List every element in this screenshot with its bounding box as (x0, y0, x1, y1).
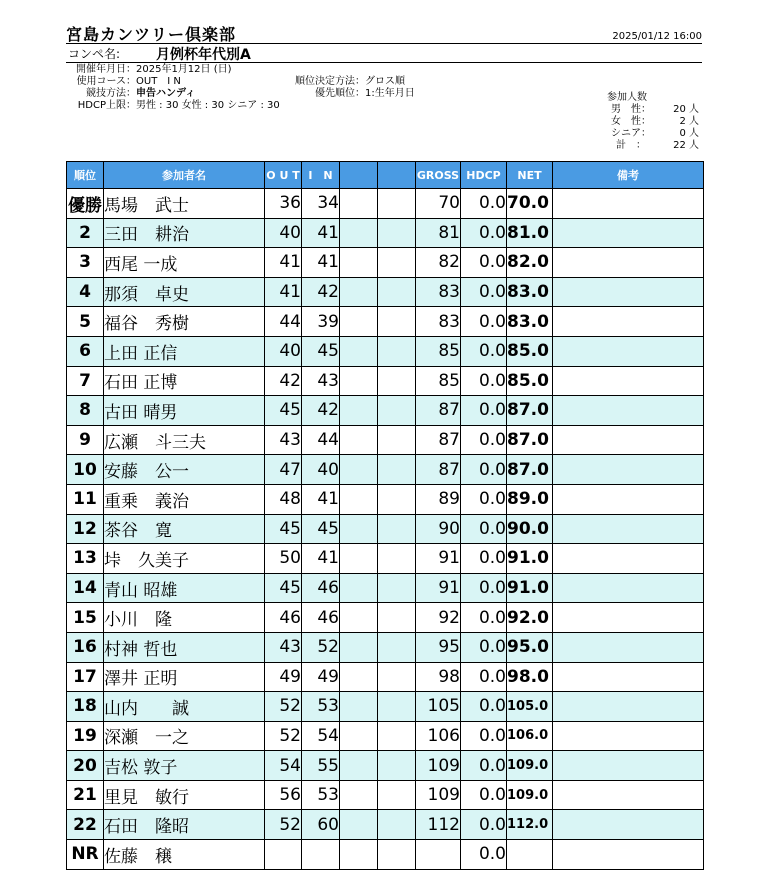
in-cell: 40 (302, 455, 340, 485)
table-row (67, 751, 704, 781)
table-row (67, 307, 704, 337)
out-cell: 41 (265, 248, 302, 278)
competition-info-right (285, 76, 415, 100)
name-cell: 那須 卓史 (104, 277, 265, 307)
net-cell: 81.0 (507, 218, 553, 248)
in-cell: 42 (302, 396, 340, 426)
table-row (67, 721, 704, 751)
table-row (67, 425, 704, 455)
priority-label: 優先順位： (315, 88, 365, 99)
gross-cell: 91 (416, 573, 461, 603)
hdcp-cell: 0.0 (461, 366, 507, 396)
in-cell: 39 (302, 307, 340, 337)
gross-cell: 83 (416, 277, 461, 307)
out-cell: 43 (265, 425, 302, 455)
hdcp-cell: 0.0 (461, 189, 507, 219)
competition-label: コンペ名: (68, 47, 121, 61)
blank-cell (378, 780, 416, 810)
gross-cell: 87 (416, 396, 461, 426)
hdcp-cell: 0.0 (461, 455, 507, 485)
net-cell: 105.0 (507, 692, 553, 722)
rank-method-value: グロス順 (365, 76, 405, 87)
blank-cell (378, 514, 416, 544)
hdcp-cell: 0.0 (461, 840, 507, 870)
gross-cell: 92 (416, 603, 461, 633)
net-cell: 82.0 (507, 248, 553, 278)
gross-cell: 90 (416, 514, 461, 544)
out-cell (265, 840, 302, 870)
net-cell: 83.0 (507, 307, 553, 337)
name-cell: 深瀬 一之 (104, 721, 265, 751)
name-cell: 山内 誠 (104, 692, 265, 722)
note-cell (553, 425, 704, 455)
net-cell: 91.0 (507, 544, 553, 574)
hdcp-cell: 0.0 (461, 780, 507, 810)
method-label: 競技方法： (86, 88, 136, 99)
hdcp-cell: 0.0 (461, 721, 507, 751)
gross-cell: 109 (416, 780, 461, 810)
rank-cell: 4 (67, 277, 104, 307)
rank-cell: 3 (67, 248, 104, 278)
rank-cell: 11 (67, 484, 104, 514)
net-cell: 89.0 (507, 484, 553, 514)
in-cell: 34 (302, 189, 340, 219)
hdcp-limit-label: HDCP上限： (77, 100, 136, 111)
in-cell: 54 (302, 721, 340, 751)
out-cell: 40 (265, 218, 302, 248)
out-cell: 45 (265, 514, 302, 544)
header-in: I N (302, 162, 340, 189)
hdcp-cell: 0.0 (461, 692, 507, 722)
note-cell (553, 751, 704, 781)
gross-cell: 109 (416, 751, 461, 781)
blank-cell (340, 721, 378, 751)
note-cell (553, 366, 704, 396)
note-cell (553, 692, 704, 722)
out-cell: 50 (265, 544, 302, 574)
header-out: O U T (265, 162, 302, 189)
hdcp-cell: 0.0 (461, 484, 507, 514)
blank-cell (378, 366, 416, 396)
rank-cell: 17 (67, 662, 104, 692)
table-row (67, 692, 704, 722)
hdcp-cell: 0.0 (461, 336, 507, 366)
rank-cell: 5 (67, 307, 104, 337)
table-row (67, 780, 704, 810)
hdcp-cell: 0.0 (461, 662, 507, 692)
rank-cell: 13 (67, 544, 104, 574)
header-gross: GROSS (416, 162, 461, 189)
rank-cell: 15 (67, 603, 104, 633)
table-row (67, 455, 704, 485)
note-cell (553, 840, 704, 870)
blank-cell (378, 189, 416, 219)
table-row (67, 336, 704, 366)
course-label: 使用コース： (76, 76, 136, 87)
note-cell (553, 277, 704, 307)
net-cell: 85.0 (507, 336, 553, 366)
net-cell: 112.0 (507, 810, 553, 840)
out-cell: 49 (265, 662, 302, 692)
hdcp-cell: 0.0 (461, 751, 507, 781)
blank-cell (378, 840, 416, 870)
competition-name: 月例杯年代別A (156, 47, 251, 63)
header-note: 備考 (553, 162, 704, 189)
blank-cell (340, 336, 378, 366)
name-cell: 村神 哲也 (104, 632, 265, 662)
blank-cell (340, 662, 378, 692)
rank-cell: 9 (67, 425, 104, 455)
count-row-male (607, 104, 699, 116)
note-cell (553, 632, 704, 662)
hdcp-cell: 0.0 (461, 810, 507, 840)
blank-cell (340, 751, 378, 781)
in-cell: 60 (302, 810, 340, 840)
count-value: 22 人 (673, 140, 699, 151)
net-cell: 109.0 (507, 780, 553, 810)
hdcp-cell: 0.0 (461, 632, 507, 662)
in-cell: 41 (302, 218, 340, 248)
name-cell: 西尾 一成 (104, 248, 265, 278)
table-row (67, 662, 704, 692)
count-value: 20 人 (673, 104, 699, 115)
net-cell: 90.0 (507, 514, 553, 544)
header-name: 参加者名 (104, 162, 265, 189)
blank-cell (378, 692, 416, 722)
blank-cell (340, 307, 378, 337)
blank-cell (378, 425, 416, 455)
header-net: NET (507, 162, 553, 189)
blank-cell (340, 840, 378, 870)
header-rank: 順位 (67, 162, 104, 189)
in-cell: 41 (302, 484, 340, 514)
blank-cell (340, 218, 378, 248)
counts-title: 参加人数 (607, 92, 647, 103)
blank-cell (340, 810, 378, 840)
gross-cell: 82 (416, 248, 461, 278)
out-cell: 45 (265, 396, 302, 426)
out-cell: 54 (265, 751, 302, 781)
gross-cell: 89 (416, 484, 461, 514)
hdcp-cell: 0.0 (461, 248, 507, 278)
name-cell: 垰 久美子 (104, 544, 265, 574)
table-row (67, 366, 704, 396)
name-cell: 石田 隆昭 (104, 810, 265, 840)
note-cell (553, 336, 704, 366)
name-cell: 小川 隆 (104, 603, 265, 633)
out-cell: 40 (265, 336, 302, 366)
in-cell: 46 (302, 603, 340, 633)
hdcp-cell: 0.0 (461, 277, 507, 307)
net-cell: 83.0 (507, 277, 553, 307)
in-cell: 41 (302, 248, 340, 278)
blank-cell (340, 189, 378, 219)
blank-cell (378, 662, 416, 692)
net-cell: 106.0 (507, 721, 553, 751)
net-cell: 98.0 (507, 662, 553, 692)
name-cell: 安藤 公一 (104, 455, 265, 485)
blank-cell (340, 544, 378, 574)
header-hdcp: HDCP (461, 162, 507, 189)
blank-cell (340, 277, 378, 307)
note-cell (553, 780, 704, 810)
count-row-female (607, 116, 699, 128)
blank-cell (378, 455, 416, 485)
blank-cell (340, 248, 378, 278)
gross-cell: 105 (416, 692, 461, 722)
blank-cell (340, 366, 378, 396)
out-cell: 52 (265, 692, 302, 722)
print-datetime: 2025/01/12 16:00 (612, 31, 702, 42)
priority-value: 1:生年月日 (365, 88, 415, 99)
in-cell: 46 (302, 573, 340, 603)
gross-cell: 95 (416, 632, 461, 662)
hdcp-cell: 0.0 (461, 396, 507, 426)
name-cell: 佐藤 穣 (104, 840, 265, 870)
net-cell: 92.0 (507, 603, 553, 633)
blank-cell (378, 336, 416, 366)
hdcp-cell: 0.0 (461, 544, 507, 574)
table-row (67, 632, 704, 662)
table-row (67, 189, 704, 219)
in-cell (302, 840, 340, 870)
blank-cell (378, 751, 416, 781)
net-cell (507, 840, 553, 870)
gross-cell: 83 (416, 307, 461, 337)
results-table (66, 161, 704, 870)
blank-cell (340, 484, 378, 514)
table-row (67, 277, 704, 307)
count-row-total (607, 140, 699, 152)
name-cell: 上田 正信 (104, 336, 265, 366)
gross-cell: 87 (416, 455, 461, 485)
hdcp-cell: 0.0 (461, 218, 507, 248)
table-row (67, 396, 704, 426)
note-cell (553, 603, 704, 633)
name-cell: 福谷 秀樹 (104, 307, 265, 337)
header-blank-2 (378, 162, 416, 189)
count-value: 0 人 (679, 128, 699, 139)
out-cell: 47 (265, 455, 302, 485)
out-cell: 43 (265, 632, 302, 662)
table-row (67, 544, 704, 574)
blank-cell (378, 484, 416, 514)
table-row (67, 218, 704, 248)
gross-cell: 87 (416, 425, 461, 455)
competition-row (66, 43, 702, 63)
blank-cell (378, 248, 416, 278)
out-cell: 52 (265, 810, 302, 840)
note-cell (553, 307, 704, 337)
gross-cell: 98 (416, 662, 461, 692)
hdcp-cell: 0.0 (461, 603, 507, 633)
gross-cell: 106 (416, 721, 461, 751)
in-cell: 53 (302, 692, 340, 722)
table-row (67, 484, 704, 514)
method-value: 申告ハンディ (136, 88, 196, 99)
name-cell: 広瀬 斗三夫 (104, 425, 265, 455)
in-cell: 45 (302, 336, 340, 366)
net-cell: 87.0 (507, 455, 553, 485)
gross-cell (416, 840, 461, 870)
note-cell (553, 573, 704, 603)
blank-cell (378, 573, 416, 603)
net-cell: 109.0 (507, 751, 553, 781)
net-cell: 91.0 (507, 573, 553, 603)
gross-cell: 81 (416, 218, 461, 248)
hdcp-limit-value: 男性 : 30 女性 : 30 シニア : 30 (136, 100, 280, 111)
in-cell: 53 (302, 780, 340, 810)
blank-cell (340, 632, 378, 662)
blank-cell (340, 573, 378, 603)
blank-cell (378, 396, 416, 426)
name-cell: 三田 耕治 (104, 218, 265, 248)
rank-cell: 21 (67, 780, 104, 810)
rank-cell: 12 (67, 514, 104, 544)
gross-cell: 112 (416, 810, 461, 840)
hdcp-cell: 0.0 (461, 307, 507, 337)
gross-cell: 91 (416, 544, 461, 574)
table-row (67, 248, 704, 278)
rank-cell: 22 (67, 810, 104, 840)
course-value: OUT I N (136, 76, 181, 87)
net-cell: 87.0 (507, 425, 553, 455)
competition-info-left (70, 64, 280, 112)
table-row (67, 514, 704, 544)
rank-cell: NR (67, 840, 104, 870)
name-cell: 古田 晴男 (104, 396, 265, 426)
note-cell (553, 662, 704, 692)
rank-cell: 8 (67, 396, 104, 426)
rank-cell: 16 (67, 632, 104, 662)
count-label: 男 性： (611, 104, 651, 115)
rank-cell: 14 (67, 573, 104, 603)
rank-cell: 10 (67, 455, 104, 485)
blank-cell (378, 544, 416, 574)
in-cell: 44 (302, 425, 340, 455)
count-label: 女 性： (611, 116, 651, 127)
name-cell: 石田 正博 (104, 366, 265, 396)
rank-cell: 19 (67, 721, 104, 751)
note-cell (553, 484, 704, 514)
rank-cell: 2 (67, 218, 104, 248)
net-cell: 85.0 (507, 366, 553, 396)
header-blank-1 (340, 162, 378, 189)
gross-cell: 85 (416, 336, 461, 366)
count-row-senior (607, 128, 699, 140)
blank-cell (378, 307, 416, 337)
in-cell: 55 (302, 751, 340, 781)
net-cell: 87.0 (507, 396, 553, 426)
rank-cell: 18 (67, 692, 104, 722)
out-cell: 48 (265, 484, 302, 514)
rank-cell: 7 (67, 366, 104, 396)
name-cell: 重乗 義治 (104, 484, 265, 514)
date-label: 開催年月日： (76, 64, 136, 75)
hdcp-cell: 0.0 (461, 425, 507, 455)
hdcp-cell: 0.0 (461, 573, 507, 603)
table-row (67, 573, 704, 603)
rank-cell: 優勝 (67, 189, 104, 219)
in-cell: 43 (302, 366, 340, 396)
note-cell (553, 218, 704, 248)
date-value: 2025年1月12日 (日) (136, 64, 232, 75)
participant-counts (607, 92, 699, 152)
blank-cell (378, 721, 416, 751)
in-cell: 42 (302, 277, 340, 307)
blank-cell (340, 425, 378, 455)
out-cell: 36 (265, 189, 302, 219)
net-cell: 70.0 (507, 189, 553, 219)
table-header-row (67, 162, 704, 189)
name-cell: 里見 敏行 (104, 780, 265, 810)
name-cell: 青山 昭雄 (104, 573, 265, 603)
gross-cell: 85 (416, 366, 461, 396)
net-cell: 95.0 (507, 632, 553, 662)
note-cell (553, 514, 704, 544)
table-row (67, 840, 704, 870)
out-cell: 45 (265, 573, 302, 603)
blank-cell (340, 603, 378, 633)
out-cell: 42 (265, 366, 302, 396)
blank-cell (340, 692, 378, 722)
blank-cell (340, 396, 378, 426)
note-cell (553, 544, 704, 574)
in-cell: 52 (302, 632, 340, 662)
blank-cell (340, 514, 378, 544)
blank-cell (378, 218, 416, 248)
out-cell: 46 (265, 603, 302, 633)
table-row (67, 810, 704, 840)
name-cell: 吉松 敦子 (104, 751, 265, 781)
rank-cell: 20 (67, 751, 104, 781)
blank-cell (340, 455, 378, 485)
count-value: 2 人 (679, 116, 699, 127)
note-cell (553, 248, 704, 278)
in-cell: 45 (302, 514, 340, 544)
blank-cell (378, 277, 416, 307)
club-name: 宮島カンツリー倶楽部 (66, 25, 237, 44)
count-label: シニア： (611, 128, 651, 139)
hdcp-cell: 0.0 (461, 514, 507, 544)
rank-cell: 6 (67, 336, 104, 366)
in-cell: 49 (302, 662, 340, 692)
blank-cell (378, 603, 416, 633)
gross-cell: 70 (416, 189, 461, 219)
rank-method-label: 順位決定方法： (295, 76, 365, 87)
blank-cell (378, 632, 416, 662)
note-cell (553, 810, 704, 840)
out-cell: 41 (265, 277, 302, 307)
out-cell: 56 (265, 780, 302, 810)
blank-cell (340, 780, 378, 810)
note-cell (553, 455, 704, 485)
note-cell (553, 396, 704, 426)
in-cell: 41 (302, 544, 340, 574)
blank-cell (378, 810, 416, 840)
name-cell: 馬場 武士 (104, 189, 265, 219)
name-cell: 茶谷 寛 (104, 514, 265, 544)
count-label: 計 ： (616, 140, 646, 151)
table-row (67, 603, 704, 633)
note-cell (553, 721, 704, 751)
note-cell (553, 189, 704, 219)
out-cell: 44 (265, 307, 302, 337)
out-cell: 52 (265, 721, 302, 751)
name-cell: 澤井 正明 (104, 662, 265, 692)
